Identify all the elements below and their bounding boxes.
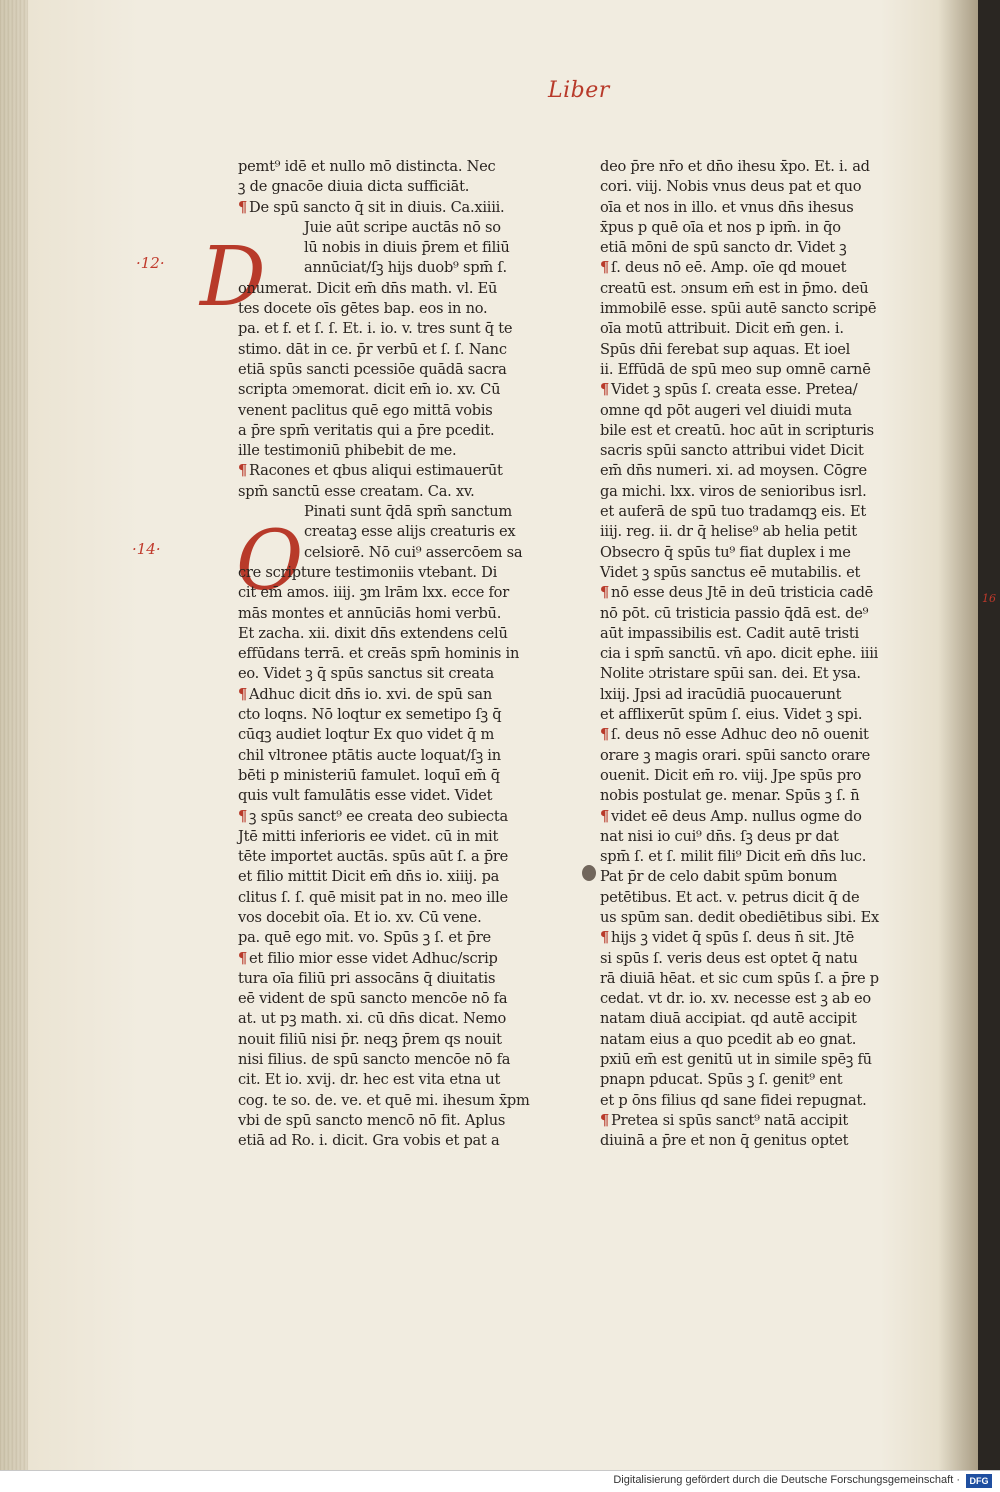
right-column-line bbox=[600, 1131, 912, 1151]
right-column-text: ga michi. lxx. viros de senioribus isrl. bbox=[600, 482, 867, 500]
left-column-text: annūciat/ſꝫ hijs duob⁹ spm̄ ſ. bbox=[304, 259, 507, 277]
right-column-line bbox=[600, 340, 912, 360]
left-column-text: Adhuc dicit dn̄s io. xvi. de spū san bbox=[249, 685, 492, 703]
right-column-text: ſ. deus nō eē. Amp. oīe qd mouet bbox=[611, 259, 847, 277]
right-column-line bbox=[600, 238, 912, 258]
right-column-line bbox=[600, 969, 912, 989]
left-column-line bbox=[238, 543, 543, 563]
right-column-line bbox=[600, 482, 912, 502]
right-column-text: sacris spūi sancto attribui videt Dicit bbox=[600, 442, 864, 460]
left-column-text: eē vident de spū sancto mencōe nō fa bbox=[238, 990, 508, 1008]
right-column-text: bile est et creatū. hoc aūt in scripturis bbox=[600, 421, 874, 439]
left-column-text: et filio mior esse videt Adhuc/scrip bbox=[249, 949, 498, 967]
right-column-text: ſ. deus nō esse Adhuc deo nō ouenit bbox=[611, 726, 869, 744]
right-column-line bbox=[600, 766, 912, 786]
right-column-line bbox=[600, 502, 912, 522]
paragraph-mark-icon: ¶ bbox=[238, 685, 248, 703]
right-column-line bbox=[600, 989, 912, 1009]
left-column-line bbox=[238, 705, 543, 725]
right-column-text: omne qd pōt augeri vel diuidi muta bbox=[600, 401, 852, 419]
left-column-line bbox=[238, 867, 543, 887]
right-column-line bbox=[600, 867, 912, 887]
right-column-line bbox=[600, 847, 912, 867]
paragraph-mark-icon: ¶ bbox=[238, 198, 248, 216]
left-column-text: cit em̄ amos. iiij. ꝫm lrām lxx. ecce for bbox=[238, 584, 509, 602]
right-column-line bbox=[600, 380, 912, 400]
paragraph-mark-icon: ¶ bbox=[238, 462, 248, 480]
paragraph-mark-icon: ¶ bbox=[600, 807, 610, 825]
left-column-line bbox=[238, 928, 543, 948]
right-column-line bbox=[600, 157, 912, 177]
margin-note-16: 16 bbox=[982, 592, 996, 605]
right-column-text: Pat p̄r de celo dabit spūm bonum bbox=[600, 868, 838, 886]
left-text-column bbox=[238, 157, 543, 1152]
left-column-text: ille testimoniū phibebit de me. bbox=[238, 442, 457, 460]
right-column-text: us spūm san. dedit obediētibus sibi. Ex bbox=[600, 908, 879, 926]
left-column-text: nouit filiū nisi p̄r. neqꝫ p̄rem qs nouit bbox=[238, 1030, 502, 1048]
left-column-text: cre scripture testimoniis vtebant. Di bbox=[238, 563, 498, 581]
right-column-line bbox=[600, 664, 912, 684]
left-column-line bbox=[238, 807, 543, 827]
right-column-line bbox=[600, 543, 912, 563]
left-column-line bbox=[238, 583, 543, 603]
right-column-line bbox=[600, 827, 912, 847]
left-column-text: celsiorē. Nō cui⁹ assercōem sa bbox=[304, 543, 523, 561]
left-column-line bbox=[238, 624, 543, 644]
right-text-column bbox=[600, 157, 912, 1152]
right-column-line bbox=[600, 279, 912, 299]
right-column-line bbox=[600, 908, 912, 928]
left-column-text: vos docebit oīa. Et io. xv. Cū vene. bbox=[238, 908, 482, 926]
right-column-text: iiij. reg. ii. dr q̄ helise⁹ ab helia petit bbox=[600, 523, 857, 541]
left-column-text: Juie aūt scripe auctās nō so bbox=[304, 218, 501, 236]
left-column-line bbox=[238, 847, 543, 867]
right-column-text: pxiū em̄ est genitū ut in simile spēꝫ fū bbox=[600, 1051, 872, 1069]
decorated-initial-d: D bbox=[200, 230, 266, 325]
left-column-text: lū nobis in diuis p̄rem et filiū bbox=[304, 239, 510, 257]
left-column-text: cto loqns. Nō loqtur ex semetipo ſꝫ q̄ bbox=[238, 706, 502, 724]
left-column-text: etiā spūs sancti pcessiōe quādā sacra bbox=[238, 360, 507, 378]
right-column-line bbox=[600, 685, 912, 705]
right-column-text: nō esse deus Jtē in deū tristicia cadē bbox=[611, 584, 874, 602]
left-column-text: spm̄ sanctū esse creatam. Ca. xv. bbox=[238, 482, 475, 500]
left-column-text: mās montes et annūciās homi verbū. bbox=[238, 604, 502, 622]
gutter-shadow bbox=[938, 0, 978, 1470]
left-column-text: pa. quē ego mit. vo. Spūs ꝫ ſ. et p̄re bbox=[238, 929, 491, 947]
right-column-text: em̄ dn̄s numeri. xi. ad moysen. Cōgre bbox=[600, 462, 867, 480]
paragraph-mark-icon: ¶ bbox=[600, 259, 610, 277]
right-column-line bbox=[600, 644, 912, 664]
left-column-line bbox=[238, 989, 543, 1009]
left-column-line bbox=[238, 1050, 543, 1070]
left-column-text: Jtē mitti inferioris ee videt. cū in mit bbox=[238, 827, 499, 845]
left-column-line bbox=[238, 441, 543, 461]
right-column-line bbox=[600, 218, 912, 238]
left-column-line bbox=[238, 401, 543, 421]
right-column-line bbox=[600, 1009, 912, 1029]
right-column-text: et auferā de spū tuo tradamqꝫ eis. Et bbox=[600, 503, 866, 521]
right-column-line bbox=[600, 198, 912, 218]
left-column-line bbox=[238, 1009, 543, 1029]
left-column-line bbox=[238, 664, 543, 684]
left-column-line bbox=[238, 1091, 543, 1111]
right-column-text: rā diuiā hēat. et sic cum spūs ſ. a p̄re p bbox=[600, 969, 879, 987]
right-column-line bbox=[600, 441, 912, 461]
left-column-text: quis vult famulātis esse videt. Videt bbox=[238, 787, 493, 805]
ink-blot bbox=[582, 865, 596, 881]
right-column-text: deo p̄re nr̄o et dn̄o ihesu x̄po. Et. i. ad bbox=[600, 158, 870, 175]
right-column-line bbox=[600, 522, 912, 542]
left-column-text: eo. Videt ꝫ q̄ spūs sanctus sit creata bbox=[238, 665, 494, 683]
left-column-line bbox=[238, 177, 543, 197]
left-column-line bbox=[238, 319, 543, 339]
left-column-text: Pinati sunt q̄dā spm̄ sanctum bbox=[304, 503, 512, 521]
left-column-line bbox=[238, 908, 543, 928]
left-column-line bbox=[238, 827, 543, 847]
left-column-text: cūqꝫ audiet loqtur Ex quo videt q̄ m bbox=[238, 726, 495, 744]
right-column-line bbox=[600, 705, 912, 725]
margin-note-14: ·14· bbox=[132, 540, 161, 558]
right-column-text: Spūs dn̄i ferebat sup aquas. Et ioel bbox=[600, 340, 851, 358]
right-column-line bbox=[600, 583, 912, 603]
left-column-line bbox=[238, 1070, 543, 1090]
paragraph-mark-icon: ¶ bbox=[600, 726, 610, 744]
left-column-line bbox=[238, 482, 543, 502]
right-column-line bbox=[600, 746, 912, 766]
right-column-text: nat nisi io cui⁹ dn̄s. ſꝫ deus pr dat bbox=[600, 827, 839, 845]
left-column-text: creataꝫ esse alijs creaturis ex bbox=[304, 523, 516, 541]
left-column-text: etiā ad Ro. i. dicit. Gra vobis et pat a bbox=[238, 1132, 500, 1150]
left-column-text: pa. et f. et ſ. ſ. Et. i. io. v. tres sunt q̄ te bbox=[238, 320, 513, 338]
right-column-line bbox=[600, 360, 912, 380]
right-column-line bbox=[600, 299, 912, 319]
left-column-line bbox=[238, 766, 543, 786]
right-column-text: ii. Effūdā de spū meo sup omnē carnē bbox=[600, 360, 871, 378]
right-column-text: videt eē deus Amp. nullus ogme do bbox=[611, 807, 862, 825]
left-column-text: tēte importet auctās. spūs aūt ſ. a p̄re bbox=[238, 848, 509, 866]
paragraph-mark-icon: ¶ bbox=[600, 929, 610, 947]
left-column-line bbox=[238, 786, 543, 806]
right-column-line bbox=[600, 563, 912, 583]
right-column-line bbox=[600, 177, 912, 197]
left-column-line bbox=[238, 380, 543, 400]
left-column-line bbox=[238, 157, 543, 177]
left-column-line bbox=[238, 725, 543, 745]
right-column-line bbox=[600, 888, 912, 908]
left-column-line bbox=[238, 360, 543, 380]
left-column-line bbox=[238, 644, 543, 664]
right-column-line bbox=[600, 949, 912, 969]
left-column-line bbox=[238, 604, 543, 624]
left-column-line bbox=[238, 502, 543, 522]
right-column-text: spm̄ ſ. et ſ. milit fili⁹ Dicit em̄ dn̄s luc. bbox=[600, 848, 867, 866]
right-column-line bbox=[600, 258, 912, 278]
left-column-line bbox=[238, 746, 543, 766]
right-column-text: cori. viij. Nobis vnus deus pat et quo bbox=[600, 178, 862, 196]
left-column-line bbox=[238, 340, 543, 360]
left-column-text: clitus ſ. ſ. quē misit pat in no. meo ille bbox=[238, 888, 508, 906]
right-column-line bbox=[600, 928, 912, 948]
footer-bar bbox=[0, 1470, 1000, 1492]
paragraph-mark-icon: ¶ bbox=[600, 584, 610, 602]
left-column-line bbox=[238, 299, 543, 319]
right-column-text: Nolite ɔtristare spūi san. dei. Et ysa. bbox=[600, 665, 861, 683]
left-column-text: pemt⁹ idē et nullo mō distincta. Nec bbox=[238, 158, 496, 175]
left-column-line bbox=[238, 279, 543, 299]
right-column-line bbox=[600, 786, 912, 806]
left-column-text: vbi de spū sancto mencō nō fit. Aplus bbox=[238, 1111, 506, 1129]
margin-note-12: ·12· bbox=[136, 254, 165, 272]
right-column-line bbox=[600, 807, 912, 827]
left-column-text: ꝫ spūs sanct⁹ ee creata deo subiecta bbox=[249, 807, 508, 825]
dfg-logo[interactable]: DFG bbox=[966, 1474, 992, 1488]
left-column-text: scripta ɔmemorat. dicit em̄ io. xv. Cū bbox=[238, 381, 501, 399]
right-column-text: natam diuā accipiat. qd autē accipit bbox=[600, 1010, 857, 1028]
right-column-text: pnapn pducat. Spūs ꝫ ſ. genit⁹ ent bbox=[600, 1071, 843, 1089]
right-column-text: ouenit. Dicit em̄ ro. viij. Jpe spūs pro bbox=[600, 766, 862, 784]
right-column-line bbox=[600, 401, 912, 421]
left-column-text: Racones et qbus aliqui estimauerūt bbox=[249, 462, 503, 480]
page-edge-stack bbox=[0, 0, 28, 1470]
left-column-text: cit. Et io. xvij. dr. hec est vita etna ut bbox=[238, 1071, 501, 1089]
right-column-line bbox=[600, 1091, 912, 1111]
right-column-line bbox=[600, 604, 912, 624]
left-column-text: tura oīa filiū pri assocāns q̄ diuitatis bbox=[238, 969, 496, 987]
right-column-text: hijs ꝫ videt q̄ spūs ſ. deus n̄ sit. Jtē bbox=[611, 929, 854, 947]
paragraph-mark-icon: ¶ bbox=[238, 949, 248, 967]
left-column-line bbox=[238, 218, 543, 238]
right-column-text: aūt impassibilis est. Cadit autē tristi bbox=[600, 624, 859, 642]
right-column-line bbox=[600, 319, 912, 339]
decorated-initial-o: O bbox=[236, 514, 304, 609]
left-column-line bbox=[238, 969, 543, 989]
right-column-text: et afflixerūt spūm ſ. eius. Videt ꝫ spi. bbox=[600, 706, 863, 724]
right-column-text: diuinā a p̄re et non q̄ genitus optet bbox=[600, 1132, 849, 1150]
right-column-line bbox=[600, 1111, 912, 1131]
left-column-text: Et zacha. xii. dixit dn̄s extendens celū bbox=[238, 624, 508, 642]
paragraph-mark-icon: ¶ bbox=[238, 807, 248, 825]
left-column-text: stimo. dāt in ce. p̄r verbū et ſ. ſ. Nanc bbox=[238, 340, 507, 358]
paragraph-mark-icon: ¶ bbox=[600, 381, 610, 399]
right-column-text: orare ꝫ magis orari. spūi sancto orare bbox=[600, 746, 871, 764]
left-column-line bbox=[238, 522, 543, 542]
left-column-line bbox=[238, 198, 543, 218]
left-column-text: effūdans terrā. et creās spm̄ hominis in bbox=[238, 645, 520, 663]
left-column-line bbox=[238, 258, 543, 278]
paragraph-mark-icon: ¶ bbox=[600, 1111, 610, 1129]
right-column-text: Obsecro q̄ spūs tu⁹ fiat duplex i me bbox=[600, 543, 851, 561]
left-column-text: at. ut pꝫ math. xi. cū dn̄s dicat. Nemo bbox=[238, 1010, 507, 1028]
left-column-line bbox=[238, 1030, 543, 1050]
left-column-text: chil vltronee ptātis aucte loquat/ſꝫ in bbox=[238, 746, 501, 764]
left-column-line bbox=[238, 461, 543, 481]
right-column-text: oīa et nos in illo. et vnus dn̄s ihesus bbox=[600, 198, 854, 216]
left-column-line bbox=[238, 1111, 543, 1131]
left-column-text: et filio mittit Dicit em̄ dn̄s io. xiiij. pa bbox=[238, 868, 500, 886]
left-column-text: ꝫ de gnacōe diuia dicta sufficiāt. bbox=[238, 178, 470, 196]
right-column-text: creatū est. ɔnsum em̄ est in p̄mo. deū bbox=[600, 279, 869, 297]
left-column-line bbox=[238, 563, 543, 583]
funding-credit: Digitalisierung gefördert durch die Deutsche Forschungsgemeinschaft · bbox=[613, 1474, 960, 1486]
left-column-text: tes docete oīs gētes bap. eos in no. bbox=[238, 300, 488, 318]
left-column-line bbox=[238, 888, 543, 908]
left-column-text: a p̄re spm̄ veritatis qui a p̄re pcedit. bbox=[238, 421, 495, 439]
left-column-line bbox=[238, 421, 543, 441]
left-column-text: cog. te so. de. ve. et quē mi. ihesum x̄pm bbox=[238, 1091, 530, 1109]
left-column-line bbox=[238, 949, 543, 969]
left-column-text: bēti p ministeriū famulet. loquī em̄ q̄ bbox=[238, 766, 500, 784]
right-column-text: natam eius a quo pcedit ab eo gnat. bbox=[600, 1030, 857, 1048]
right-column-text: Pretea si spūs sanct⁹ natā accipit bbox=[611, 1111, 848, 1129]
right-column-text: oīa motū attribuit. Dicit em̄ gen. i. bbox=[600, 320, 844, 338]
right-column-text: immobilē esse. spūi autē sancto scripē bbox=[600, 300, 877, 318]
right-column-text: Videt ꝫ spūs sanctus eē mutabilis. et bbox=[600, 563, 861, 581]
right-column-line bbox=[600, 624, 912, 644]
left-column-text: venent paclitus quē ego mittā vobis bbox=[238, 401, 493, 419]
right-column-line bbox=[600, 421, 912, 441]
right-column-text: lxiij. Jpsi ad iracūdiā puocauerunt bbox=[600, 685, 842, 703]
right-column-text: x̄pus p quē oīa et nos p ipm̄. in q̄o bbox=[600, 218, 841, 236]
left-column-line bbox=[238, 238, 543, 258]
right-column-line bbox=[600, 461, 912, 481]
right-column-text: etiā mōni de spū sancto dr. Videt ꝫ bbox=[600, 239, 847, 257]
right-column-line bbox=[600, 725, 912, 745]
left-column-line bbox=[238, 1131, 543, 1151]
right-column-line bbox=[600, 1030, 912, 1050]
running-head: Liber bbox=[548, 78, 610, 103]
right-column-text: petētibus. Et act. v. petrus dicit q̄ de bbox=[600, 888, 860, 906]
right-column-text: nobis postulat ge. menar. Spūs ꝫ ſ. n̄ bbox=[600, 787, 860, 805]
right-column-line bbox=[600, 1050, 912, 1070]
right-column-line bbox=[600, 1070, 912, 1090]
right-column-text: et p ōns filius qd sane fidei repugnat. bbox=[600, 1091, 867, 1109]
right-column-text: cedat. vt dr. io. xv. necesse est ꝫ ab eo bbox=[600, 990, 871, 1008]
left-column-text: De spū sancto q̄ sit in diuis. Ca.xiiii. bbox=[249, 198, 505, 216]
left-column-line bbox=[238, 685, 543, 705]
left-column-text: nisi filius. de spū sancto mencōe nō fa bbox=[238, 1051, 511, 1069]
right-column-text: nō pōt. cū tristicia passio q̄dā est. de⁹ bbox=[600, 604, 869, 622]
left-column-text: onumerat. Dicit em̄ dn̄s math. vl. Eū bbox=[238, 279, 498, 297]
right-column-text: cia i spm̄ sanctū. vn̄ apo. dicit ephe. iiii bbox=[600, 645, 879, 663]
right-column-text: Videt ꝫ spūs ſ. creata esse. Pretea/ bbox=[611, 381, 858, 399]
right-column-text: si spūs ſ. veris deus est optet q̄ natu bbox=[600, 949, 858, 967]
